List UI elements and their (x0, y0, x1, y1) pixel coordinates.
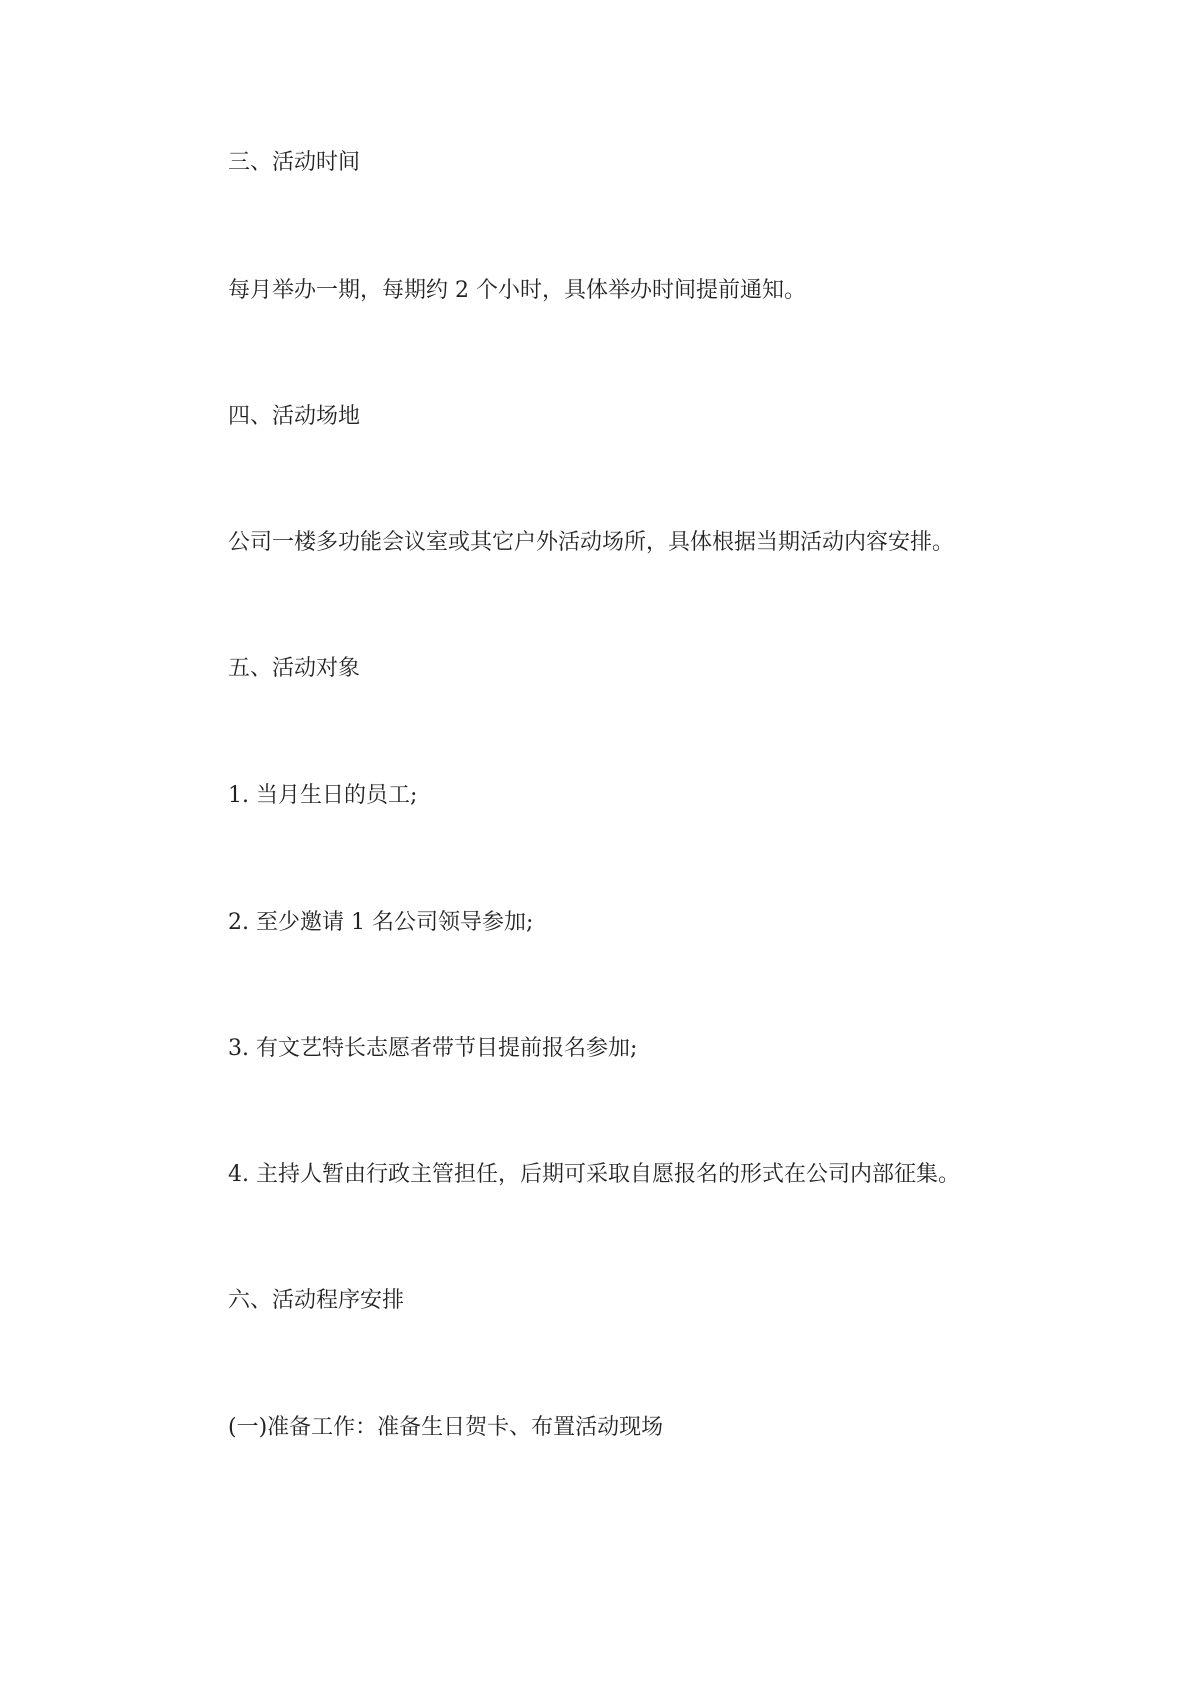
list-item-participants-2: 2. 至少邀请 1 名公司领导参加; (228, 910, 534, 935)
list-item-participants-4: 4. 主持人暂由行政主管担任，后期可采取自愿报名的形式在公司内部征集。 (228, 1162, 960, 1187)
section-heading-activity-program: 六、活动程序安排 (228, 1288, 405, 1313)
section-heading-activity-venue: 四、活动场地 (228, 404, 361, 429)
paragraph-preparation-work: (一)准备工作：准备生日贺卡、布置活动现场 (228, 1415, 664, 1440)
paragraph-activity-time: 每月举办一期，每期约 2 个小时，具体举办时间提前通知。 (228, 278, 806, 303)
paragraph-activity-venue: 公司一楼多功能会议室或其它户外活动场所，具体根据当期活动内容安排。 (228, 530, 955, 555)
list-item-participants-1: 1. 当月生日的员工; (228, 783, 418, 808)
section-heading-activity-participants: 五、活动对象 (228, 656, 361, 681)
list-item-participants-3: 3. 有文艺特长志愿者带节目提前报名参加; (228, 1036, 638, 1061)
section-heading-activity-time: 三、活动时间 (228, 150, 361, 175)
